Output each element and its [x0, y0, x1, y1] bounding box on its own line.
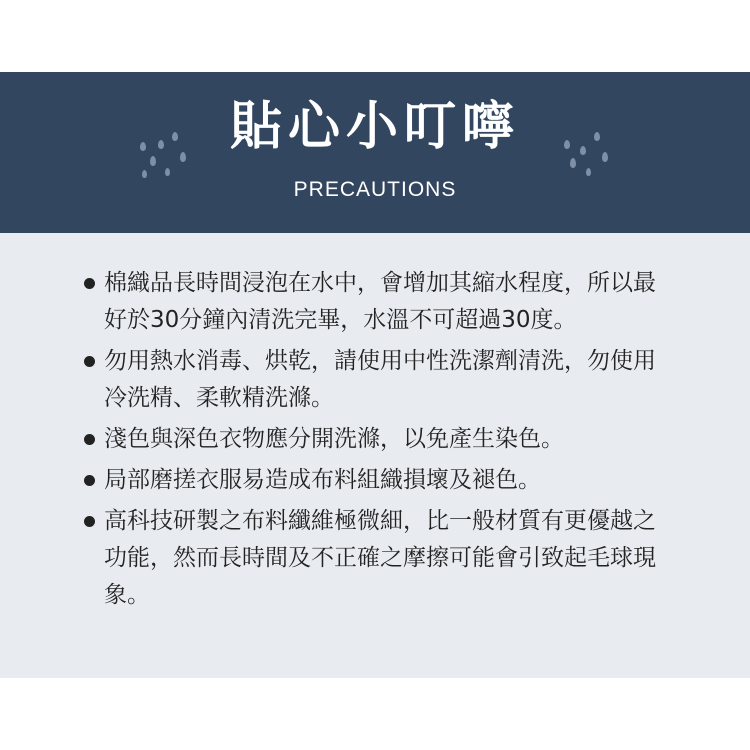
header-banner: [0, 72, 750, 233]
bullet-icon: [84, 434, 95, 445]
precautions-list: [82, 265, 672, 618]
bullet-icon: [84, 516, 95, 527]
list-item: [82, 343, 672, 417]
list-item: [82, 265, 672, 339]
list-item-text: 勿用熱水消毒、烘乾，請使用中性洗潔劑清洗，勿使用冷洗精、柔軟精洗滌。: [104, 348, 656, 411]
bullet-icon: [84, 278, 95, 289]
bullet-icon: [84, 475, 95, 486]
page-title: 貼心小叮嚀: [229, 96, 520, 157]
list-item-text: 棉織品長時間浸泡在水中，會增加其縮水程度，所以最好於30分鐘內清洗完畢，水溫不可超過30度。: [104, 270, 656, 333]
page-subtitle: PRECAUTIONS: [293, 178, 457, 201]
list-item-text: 高科技研製之布料纖維極微細，比一般材質有更優越之功能，然而長時間及不正確之摩擦可能會引致起毛球現象。: [104, 508, 656, 608]
bullet-icon: [84, 356, 95, 367]
list-item-text: 淺色與深色衣物應分開洗滌，以免產生染色。: [104, 426, 564, 452]
list-item: [82, 421, 672, 458]
list-item: [82, 462, 672, 499]
list-item: [82, 503, 672, 614]
list-item-text: 局部磨搓衣服易造成布料組織損壞及褪色。: [104, 467, 541, 493]
precautions-panel: [0, 233, 750, 678]
